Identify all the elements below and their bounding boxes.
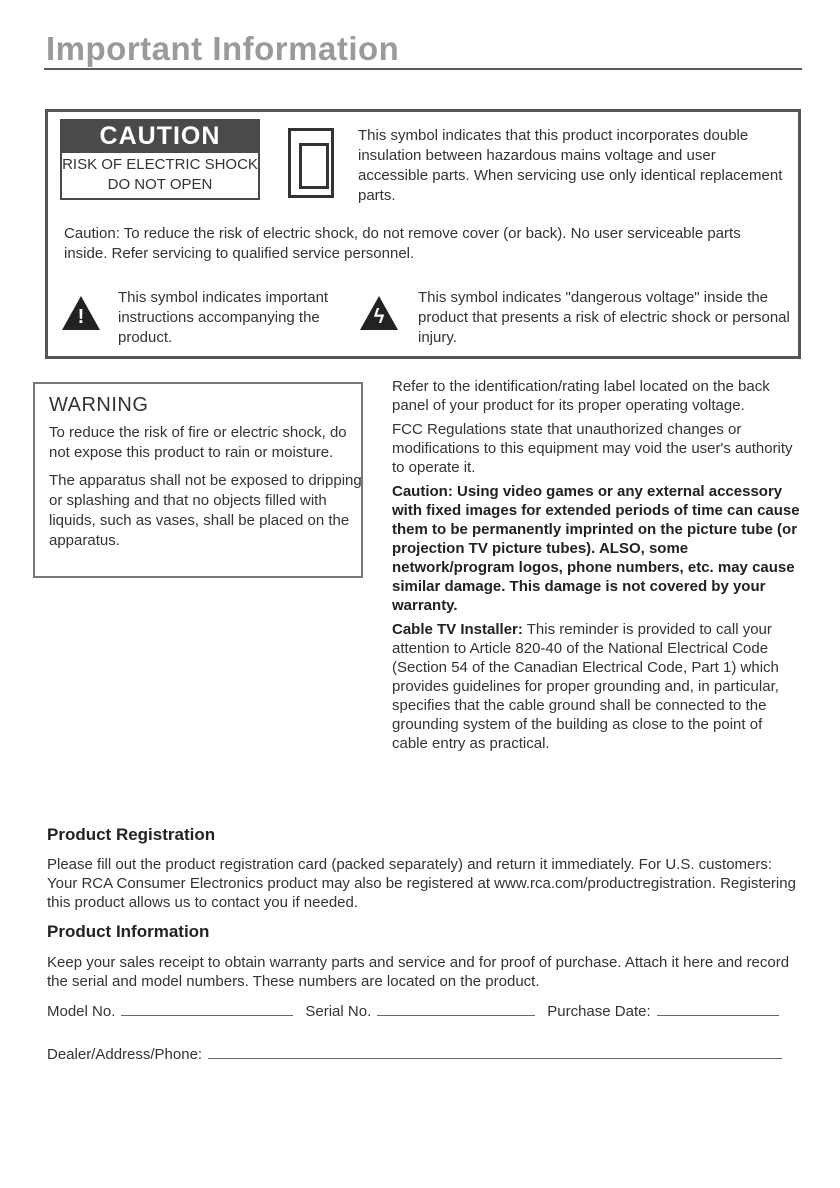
information-text: Keep your sales receipt to obtain warranty parts and service and for proof of purchase. Attach it here and record the serial and model numbers. These numbers are located on the product. [47,954,790,990]
page-title: Important Information [46,30,400,67]
voltage-symbol-text: This symbol indicates "dangerous voltage" inside the product that presents a risk of electric shock or personal injury. [418,289,790,346]
information-heading: Product Information [47,922,210,941]
caution-text: Caution: To reduce the risk of electric shock, do not remove cover (or back). No user serviceable parts inside. Refer servicing to qualified service personnel. [64,225,741,262]
serial-no-label: Serial No. [305,1003,372,1020]
title-divider [44,68,802,70]
exclamation-mark-glyph: ! [77,306,85,328]
double-insulation-icon [288,128,334,198]
caution-sub-line2: DO NOT OPEN [107,176,213,193]
lightning-bolt-glyph: ϟ [373,306,385,328]
registration-heading: Product Registration [47,825,216,844]
caution-subtext [60,153,260,200]
caution-banner: CAUTION [60,119,260,153]
exclamation-symbol-text: This symbol indicates important instructions accompanying the product. [118,289,329,346]
warning-paragraph-1: To reduce the risk of fire or electric shock, do not expose this product to rain or moisture. [49,424,347,461]
double-insulation-text: This symbol indicates that this product incorporates double insulation between hazardous mains voltage and user accessible parts. When servicing use only identical replacement parts. [358,127,783,204]
warning-box [33,382,363,578]
warning-paragraph-2: The apparatus shall not be exposed to dripping or splashing and that no objects filled with liquids, such as vases, shall be placed on the apparatus. [49,472,362,549]
caution-sub-line1: RISK OF ELECTRIC SHOCK [62,156,258,173]
record-form-line-2 [47,1044,782,1063]
model-no-label: Model No. [47,1003,116,1020]
voltage-label-paragraph: Refer to the identification/rating label located on the back panel of your product for its proper operating voltage. [392,378,770,414]
burn-in-caution: Caution: Using video games or any external accessory with fixed images for extended periods of time can cause them to be permanently imprinted on the picture tube (or projection TV picture tubes). ALSO, some network/program logos, phone numbers, etc. may cause similar damage. This damage is not covered by your warranty. [392,483,800,614]
registration-text: Please fill out the product registration card (packed separately) and return it immediately. For U.S. customers: Your RCA Consumer Electronics product may also be registered at www.rca.com/productregistration. Registering this product allows us to contact you if needed. [47,856,796,911]
model-no-field[interactable] [121,1001,293,1016]
dealer-label: Dealer/Address/Phone: [47,1046,203,1063]
caution-label [60,119,260,200]
serial-no-field[interactable] [377,1001,535,1016]
purchase-date-field[interactable] [657,1001,779,1016]
cable-installer-paragraph [392,620,802,753]
fcc-paragraph: FCC Regulations state that unauthorized changes or modifications to this equipment may void the user's authority to operate it. [392,421,793,476]
cable-installer-text: This reminder is provided to call your attention to Article 820-40 of the National Electrical Code (Section 54 of the Canadian Electrical Code, Part 1) which provides guidelines for proper grounding and, in particular, specifies that the cable ground shall be connected to the grounding system of the building as close to the point of cable entry as practical. [392,621,779,752]
dealer-field[interactable] [208,1044,782,1059]
purchase-date-label: Purchase Date: [547,1003,651,1020]
caution-box [45,109,801,359]
right-column [392,377,802,758]
cable-installer-label: Cable TV Installer: [392,621,523,638]
record-form-line-1 [47,1001,779,1020]
warning-title: WARNING [49,394,149,416]
